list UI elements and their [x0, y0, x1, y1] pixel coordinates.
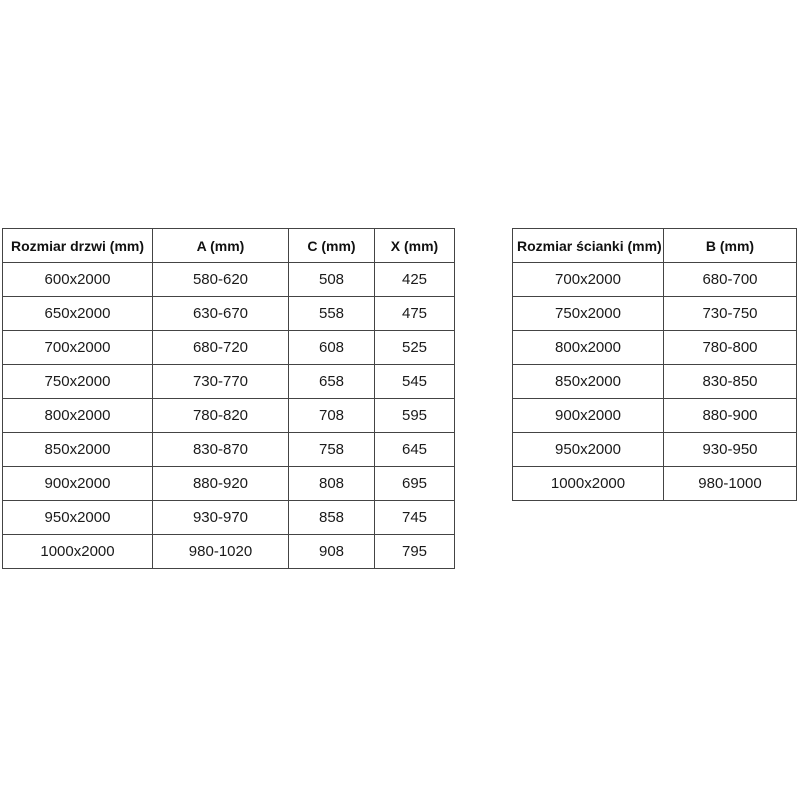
- table-cell: 700x2000: [3, 331, 153, 365]
- table-cell: 708: [289, 399, 375, 433]
- table-row: [513, 433, 797, 467]
- table-cell: 758: [289, 433, 375, 467]
- table-cell: 780-800: [664, 331, 797, 365]
- table-row: [3, 263, 455, 297]
- table-cell: 750x2000: [513, 297, 664, 331]
- door-table-header-c: C (mm): [289, 229, 375, 263]
- table-cell: 1000x2000: [513, 467, 664, 501]
- wall-table-header-row: [513, 229, 797, 263]
- door-table-header-x: X (mm): [375, 229, 455, 263]
- table-cell: 830-870: [153, 433, 289, 467]
- table-row: [513, 331, 797, 365]
- table-cell: 658: [289, 365, 375, 399]
- door-size-table: [2, 228, 455, 569]
- table-cell: 800x2000: [3, 399, 153, 433]
- table-cell: 1000x2000: [3, 535, 153, 569]
- table-cell: 850x2000: [3, 433, 153, 467]
- table-row: [513, 399, 797, 433]
- table-row: [513, 297, 797, 331]
- table-cell: 850x2000: [513, 365, 664, 399]
- table-cell: 525: [375, 331, 455, 365]
- table-cell: 508: [289, 263, 375, 297]
- table-cell: 608: [289, 331, 375, 365]
- table-cell: 808: [289, 467, 375, 501]
- table-cell: 695: [375, 467, 455, 501]
- table-row: [3, 535, 455, 569]
- table-cell: 745: [375, 501, 455, 535]
- table-row: [3, 501, 455, 535]
- table-cell: 558: [289, 297, 375, 331]
- table-row: [3, 399, 455, 433]
- table-row: [513, 263, 797, 297]
- table-cell: 900x2000: [513, 399, 664, 433]
- table-cell: 950x2000: [513, 433, 664, 467]
- door-table-header-size: Rozmiar drzwi (mm): [3, 229, 153, 263]
- table-cell: 730-750: [664, 297, 797, 331]
- table-row: [3, 331, 455, 365]
- table-row: [3, 297, 455, 331]
- table-cell: 780-820: [153, 399, 289, 433]
- table-cell: 680-720: [153, 331, 289, 365]
- table-row: [3, 365, 455, 399]
- table-cell: 650x2000: [3, 297, 153, 331]
- table-cell: 730-770: [153, 365, 289, 399]
- table-cell: 475: [375, 297, 455, 331]
- table-cell: 858: [289, 501, 375, 535]
- table-cell: 950x2000: [3, 501, 153, 535]
- table-row: [3, 467, 455, 501]
- door-table-header-a: A (mm): [153, 229, 289, 263]
- table-cell: 795: [375, 535, 455, 569]
- table-cell: 545: [375, 365, 455, 399]
- table-cell: 595: [375, 399, 455, 433]
- table-cell: 800x2000: [513, 331, 664, 365]
- table-cell: 880-900: [664, 399, 797, 433]
- table-cell: 425: [375, 263, 455, 297]
- table-cell: 680-700: [664, 263, 797, 297]
- table-cell: 880-920: [153, 467, 289, 501]
- door-table-header-row: [3, 229, 455, 263]
- table-row: [513, 365, 797, 399]
- wall-size-table: [512, 228, 797, 501]
- table-cell: 830-850: [664, 365, 797, 399]
- table-cell: 600x2000: [3, 263, 153, 297]
- table-cell: 630-670: [153, 297, 289, 331]
- table-cell: 580-620: [153, 263, 289, 297]
- table-row: [3, 433, 455, 467]
- table-cell: 980-1020: [153, 535, 289, 569]
- table-row: [513, 467, 797, 501]
- table-cell: 900x2000: [3, 467, 153, 501]
- wall-table-header-b: B (mm): [664, 229, 797, 263]
- wall-table-header-size: Rozmiar ścianki (mm): [513, 229, 664, 263]
- table-cell: 750x2000: [3, 365, 153, 399]
- table-cell: 980-1000: [664, 467, 797, 501]
- table-cell: 700x2000: [513, 263, 664, 297]
- table-cell: 930-970: [153, 501, 289, 535]
- table-cell: 930-950: [664, 433, 797, 467]
- table-cell: 908: [289, 535, 375, 569]
- table-cell: 645: [375, 433, 455, 467]
